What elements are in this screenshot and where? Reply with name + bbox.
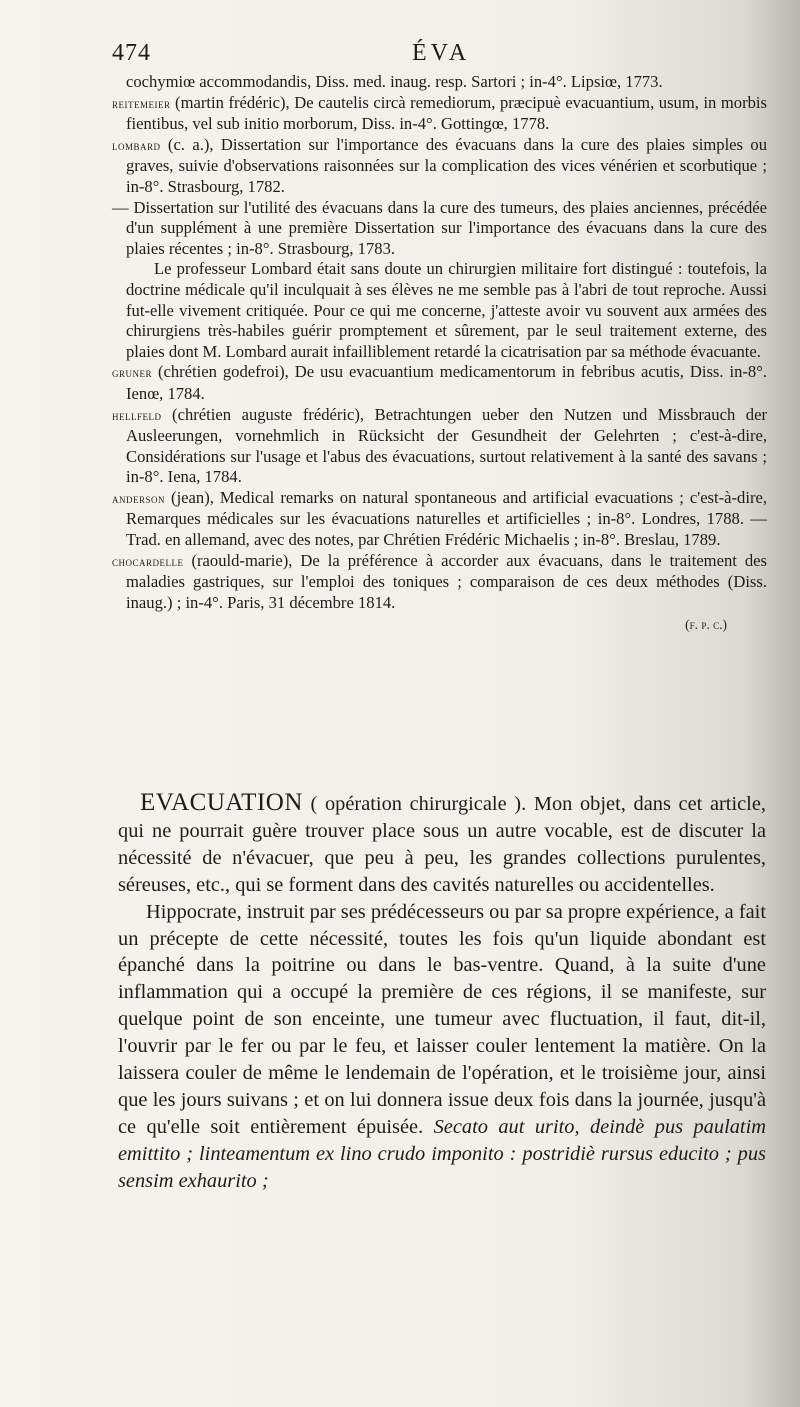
bib-author: gruner bbox=[112, 365, 153, 381]
page-header bbox=[112, 40, 780, 70]
bib-entry-text: (raould-marie), De la préférence à accorder aux évacuans, dans le traitement des maladies gastriques, sur l'emploi des toniques ; comparaison de ces deux méthodes (Diss. inaug.) ; in-4°. Paris, 31 décembre 1814. bbox=[126, 550, 767, 612]
bib-entry bbox=[112, 362, 767, 404]
bibliography bbox=[112, 72, 767, 636]
bib-entry bbox=[112, 72, 767, 93]
bib-entry bbox=[112, 93, 767, 135]
latin-quotation: Secato aut urito, deindè pus paulatim emittito ; linteamentum ex lino crudo imponito : postridiè rursus educito ; pus sensim exhaurito ; bbox=[118, 1115, 766, 1192]
article-headword: EVACUATION bbox=[140, 789, 303, 816]
bib-entry bbox=[112, 198, 767, 260]
bib-entry bbox=[112, 551, 767, 614]
bib-author: anderson bbox=[112, 490, 166, 506]
article-paragraph bbox=[118, 790, 766, 899]
article-paragraph bbox=[118, 899, 766, 1195]
bib-author: chocardelle bbox=[112, 553, 184, 569]
bib-entry-text: (martin frédéric), De cautelis circà remediorum, præcipuè evacuantium, usum, in morbis fientibus, vel sub initio morborum, Diss. in-4°. Gottingœ, 1778. bbox=[126, 92, 767, 134]
bib-author: reitemeier bbox=[112, 95, 171, 111]
bib-note: Le professeur Lombard était sans doute un chirurgien militaire fort distingué : toutefois, la doctrine médicale qu'il inculquait à ses élèves ne me semble pas à l'abri de tout reproche. Aussi fut-elle vivement critiquée. Pour ce qui me concerne, j'atteste avoir vu souvent aux armées des chirurgiens très-habiles guérir promptement et sûrement, par le seul traitement externe, des plaies dont M. Lombard aurait infailliblement retardé la cicatrisation par sa méthode évacuante. bbox=[126, 259, 767, 361]
bib-entry-text: cochymiœ accommodandis, Diss. med. inaug. resp. Sartori ; in-4°. Lipsiœ, 1773. bbox=[126, 72, 663, 91]
bib-entry-text: (chrétien godefroi), De usu evacuantium medicamentorum in febribus acutis, Diss. in-8°. Ienœ, 1784. bbox=[126, 362, 767, 403]
bib-dash: — bbox=[112, 197, 129, 217]
bib-entry bbox=[112, 405, 767, 488]
bib-entry-text: Dissertation sur l'utilité des évacuans dans la cure des tumeurs, des plaies anciennes, précédée d'un supplément à une première Dissertation sur l'importance des évacuans dans la cure des plaies récentes ; in-8°. Strasbourg, 1783. bbox=[126, 197, 767, 258]
bib-entry bbox=[112, 135, 767, 198]
bib-author: hellfeld bbox=[112, 407, 162, 423]
bib-entry bbox=[112, 488, 767, 551]
running-head: ÉVA bbox=[412, 40, 471, 66]
article-body bbox=[118, 790, 766, 1195]
paragraph-text: ( opération chirurgicale ). Mon objet, dans cet article, qui ne pourrait guère trouver place sous un autre vocable, est de discuter la nécessité de n'évacuer, que peu à peu, les grandes collections purulentes, séreuses, etc., qui se forment dans des cavités naturelles ou accidentelles. bbox=[118, 793, 766, 896]
page-number: 474 bbox=[112, 40, 151, 66]
bib-entry-text: (jean), Medical remarks on natural spontaneous and artificial evacuations ; c'est-à-dire, Remarques médicales sur les évacuations naturelles et artificielles ; in-8°. Londres, 1788. — Trad. en allemand, avec des notes, par Chrétien Frédéric Michaelis ; in-8°. Breslau, 1789. bbox=[126, 487, 767, 550]
bib-author: lombard bbox=[112, 137, 161, 153]
bib-entry-text: (chrétien auguste frédéric), Betrachtungen ueber den Nutzen und Missbrauch der Ausleerungen, vornehmlich in Rücksicht der Gesundheit der Gelehrten ; c'est-à-dire, Considérations sur l'usage et l'abus des évacuations, surtout relativement à la santé des savans ; in-8°. Iena, 1784. bbox=[126, 404, 767, 487]
bib-entry-text: (c. a.), Dissertation sur l'importance des évacuans dans la cure des plaies simples ou graves, suivie d'observations raisonnées sur la complication des vices vénérien et scorbutique ; in-8°. Strasbourg, 1782. bbox=[126, 134, 767, 196]
author-signature: (f. p. c.) bbox=[685, 617, 727, 633]
paragraph-text: Hippocrate, instruit par ses prédécesseurs ou par sa propre expérience, a fait un précepte de cette nécessité, toutes les fois qu'un liquide abondant est épanché dans la poitrine ou dans le bas-ventre. Quand, à la suite d'une inflammation qui a occupé la première de ces régions, il se manifeste, sur quelque point de son enceinte, une tumeur avec fluctuation, il faut, dit-il, l'ouvrir par le fer ou par le feu, et laisser couler lentement la matière. On la laissera couler de même le lendemain de l'opération, et le troisième jour, ainsi que les jours suivans ; et on lui donnera issue deux fois dans la journée, jusqu'à ce qu'elle soit entièrement épuisée. bbox=[118, 900, 766, 1138]
